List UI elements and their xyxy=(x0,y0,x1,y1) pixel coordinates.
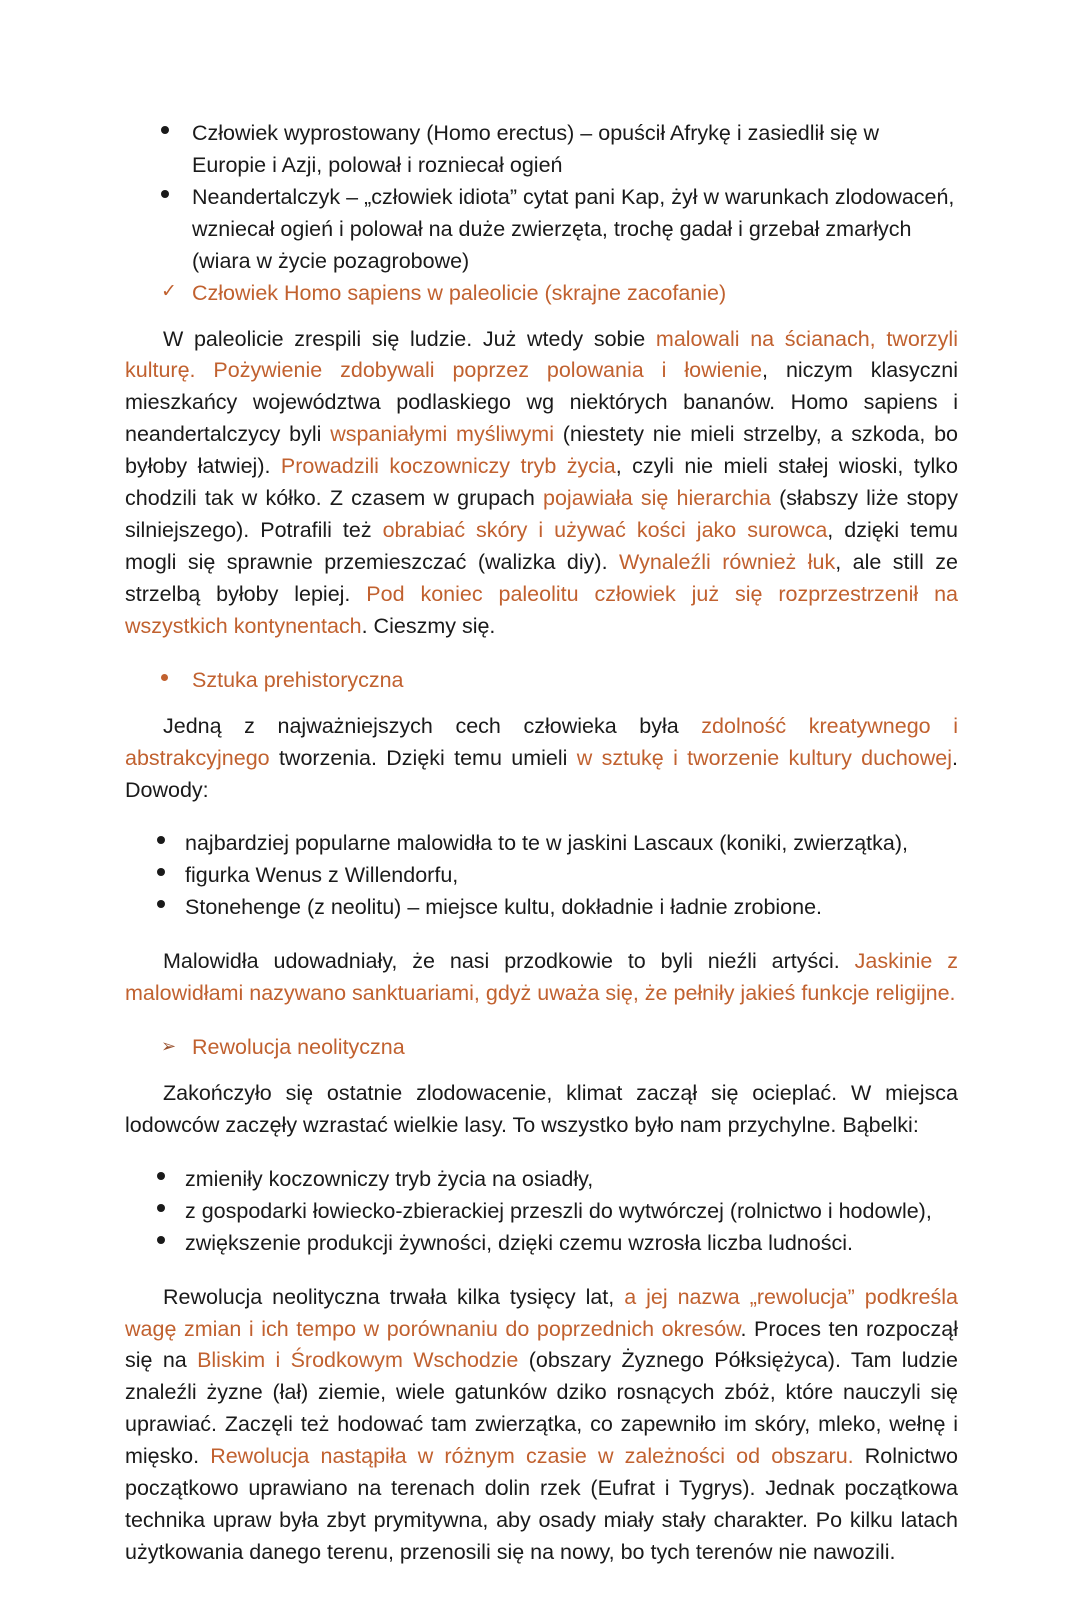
heading-rewolucja-list xyxy=(125,1032,958,1064)
text-segment-accent: malowali na ścianach, tworzyli kulturę. Pożywienie zdobywali poprzez polowania i łowienie xyxy=(125,326,958,383)
list-item-homo-sapiens xyxy=(125,278,958,310)
list-item xyxy=(125,118,958,182)
list-item-text: najbardziej popularne malowidła to te w jaskini Lascaux (koniki, zwierzątka), xyxy=(185,831,908,856)
list-item xyxy=(125,1228,958,1260)
heading-sztuka-prehistoryczna xyxy=(125,665,958,697)
list-item-text: zwiększenie produkcji żywności, dzięki czemu wzrosła liczba ludności. xyxy=(185,1230,853,1255)
text-segment-accent: pojawiała się hierarchia xyxy=(543,486,771,511)
text-segment: Jedną z najważniejszych cech człowieka była xyxy=(163,713,702,738)
text-segment: (obszary Żyznego Półksiężyca). Tam ludzie znaleźli żyzne (łał) ziemie, wiele gatunków dziko rosnących zbóż, które nauczyli się uprawiać. Zaczęli też hodować tam zwierzątka, co zapewniło im skóry, mleko, wełnę i mięsko. xyxy=(125,1348,958,1469)
text-segment: W paleolicie zrespili się ludzie. Już wtedy sobie xyxy=(163,326,656,351)
heading-sztuka-list xyxy=(125,665,958,697)
document-content xyxy=(125,118,958,1569)
bullet-dot-icon xyxy=(157,1228,181,1260)
text-segment-accent: Pod koniec paleolitu człowiek już się rozprzestrzenił na wszystkich kontynentach xyxy=(125,581,958,638)
bullet-dot-icon xyxy=(157,860,181,892)
paragraph-rewolucja xyxy=(125,1282,958,1569)
heading-text: Sztuka prehistoryczna xyxy=(192,667,404,692)
text-segment-accent: Bliskim i Środkowym Wschodzie xyxy=(197,1348,519,1373)
list-item xyxy=(125,182,958,278)
bullet-dot-icon xyxy=(157,892,181,924)
text-segment: . Dowody: xyxy=(125,745,958,802)
text-segment-accent: wspaniałymi myśliwymi xyxy=(330,422,554,447)
bullet-dot-icon xyxy=(161,118,185,150)
list-item xyxy=(125,828,958,860)
text-segment: Malowidła udowadniały, że nasi przodkowie to byli nieźli artyści. xyxy=(163,949,855,974)
text-segment-accent: Wynaleźli również łuk xyxy=(618,549,836,574)
text-segment-accent: Prowadzili koczowniczy tryb życia xyxy=(280,454,616,479)
text-segment: Rewolucja neolityczna trwała kilka tysięcy lat, xyxy=(163,1284,625,1309)
text-segment: , dzięki temu mogli się sprawnie przemieszczać (walizka diy). xyxy=(125,518,958,574)
heading-text: Rewolucja neolityczna xyxy=(192,1035,405,1060)
paragraph-zakonczylo xyxy=(125,1078,958,1142)
arrow-right-icon: ➢ xyxy=(161,1036,177,1057)
bubbles-list xyxy=(125,1164,958,1260)
paragraph-malowidla xyxy=(125,946,958,1010)
list-item-text: figurka Wenus z Willendorfu, xyxy=(185,863,459,888)
paragraph-sztuka xyxy=(125,711,958,807)
list-item-text: zmieniły koczowniczy tryb życia na osiadły, xyxy=(185,1166,594,1191)
list-item xyxy=(125,1164,958,1196)
list-item-text: Stonehenge (z neolitu) – miejsce kultu, dokładnie i ładnie zrobione. xyxy=(185,895,823,920)
text-segment-accent: Jaskinie z malowidłami nazywano sanktuariami, gdyż uważa się, że pełniły jakieś funkcje religijne. xyxy=(125,949,958,1006)
text-segment: (słabszy liże stopy silniejszego). Potrafili też xyxy=(125,486,959,543)
checkmark-icon: ✓ xyxy=(161,280,177,302)
text-segment-accent: Rewolucja nastąpiła w różnym czasie w zależności od obszaru. xyxy=(210,1444,854,1469)
text-segment-accent: a jej nazwa „rewolucja” podkreśla wagę zmian i ich tempo w porównaniu do poprzednich okresów xyxy=(125,1284,959,1341)
list-item-text: Człowiek wyprostowany (Homo erectus) – opuścił Afrykę i zasiedlił się w Europie i Azji, polował i rozniecał ogień xyxy=(192,121,880,177)
evidence-list xyxy=(125,828,958,924)
text-segment-accent: w sztukę i tworzenie kultury duchowej xyxy=(576,745,953,770)
list-item-text: z gospodarki łowiecko-zbierackiej przeszli do wytwórczej (rolnictwo i hodowle), xyxy=(185,1198,932,1223)
bullet-dot-icon xyxy=(161,665,185,697)
text-segment-accent: obrabiać skóry i używać kości jako surowca xyxy=(382,518,828,543)
text-segment: , czyli nie mieli stałej wioski, tylko chodzili tak w kółko. Z czasem w grupach xyxy=(125,454,958,511)
text-segment: tworzenia. Dzięki temu umieli xyxy=(269,745,577,770)
hominid-list xyxy=(125,118,958,310)
text-segment: Rolnictwo początkowo uprawiano na terenach dolin rzek (Eufrat i Tygrys). Jednak początkowa technika upraw była zbyt prymitywna, aby osady miały stały charakter. Po kilku latach użytkowania danego terenu, przenosili się na nowy, bo tych terenów nie nawozili. xyxy=(125,1444,958,1564)
text-segment: , niczym klasyczni mieszkańcy województwa podlaskiego wg niektórych bananów. Homo sapiens i neandertalczycy byli xyxy=(125,358,958,447)
list-item xyxy=(125,860,958,892)
list-item-text: Neandertalczyk – „człowiek idiota” cytat pani Kap, żył w warunkach zlodowaceń, wzniecał ogień i polował na duże zwierzęta, trochę gadał i grzebał zmarłych (wiara w życie pozagrobowe) xyxy=(192,184,955,273)
list-item xyxy=(125,892,958,924)
bullet-dot-icon xyxy=(157,828,181,860)
list-item xyxy=(125,1196,958,1228)
bullet-dot-icon xyxy=(157,1196,181,1228)
text-segment: (niestety nie mieli strzelby, a szkoda, bo byłoby łatwiej). xyxy=(125,422,958,479)
list-item-text: Człowiek Homo sapiens w paleolicie (skrajne zacofanie) xyxy=(192,280,727,305)
text-segment: . Cieszmy się. xyxy=(361,613,496,638)
text-segment: . Proces ten rozpoczął się na xyxy=(125,1316,958,1373)
text-segment: , ale still ze strzelbą byłoby lepiej. xyxy=(125,549,958,606)
text-segment: Zakończyło się ostatnie zlodowacenie, klimat zaczął się ocieplać. W miejsca lodowców zaczęły wzrastać wielkie lasy. To wszystko było nam przychylne. Bąbelki: xyxy=(125,1080,958,1137)
heading-rewolucja-neolityczna xyxy=(125,1032,958,1064)
text-segment-accent: zdolność kreatywnego i abstrakcyjnego xyxy=(125,713,958,770)
paragraph-paleolit xyxy=(125,324,958,643)
bullet-dot-icon xyxy=(161,182,185,214)
bullet-dot-icon xyxy=(157,1164,181,1196)
